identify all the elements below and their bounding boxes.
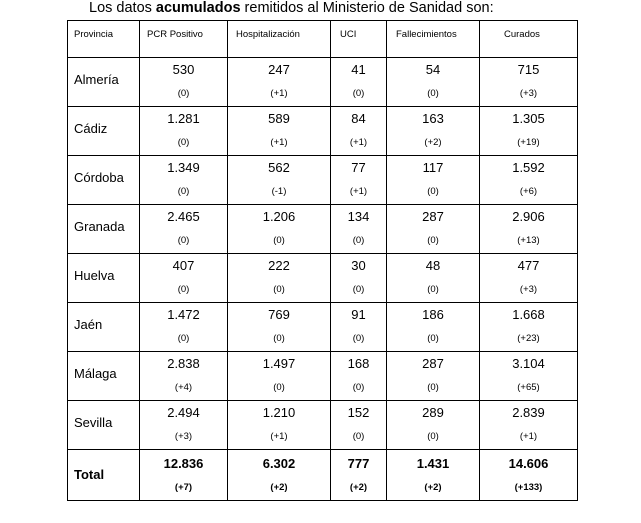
header-label: PCR Positivo [147,29,203,40]
cell-value: 14.606 [508,456,549,471]
cell-value: 1.349 [167,160,200,175]
cell-value: 3.104 [512,356,545,371]
cell-delta: (0) [352,333,365,344]
cell-value: 477 [517,258,540,273]
table-row [68,352,578,401]
cell-value: 769 [268,307,290,322]
cell-value: 117 [422,160,444,175]
cell-delta: (+23) [517,333,540,344]
table-cell [387,107,480,156]
table-cell [387,303,480,352]
cell-delta: (+4) [174,382,193,393]
table-cell [140,450,228,501]
cell-delta: (0) [273,284,285,295]
cell-delta: (0) [177,284,190,295]
table-cell [140,352,228,401]
cell-delta: (+6) [519,186,538,197]
cell-delta: (0) [177,235,190,246]
table-cell [480,450,578,501]
table-cell [331,205,387,254]
table-cell [480,205,578,254]
total-label-cell [68,450,140,501]
province-cell [68,401,140,450]
cell-value: 2.494 [167,405,200,420]
cell-delta: (0) [273,382,285,393]
table-cell [331,58,387,107]
table-cell [480,107,578,156]
cell-delta: (+3) [519,88,538,99]
cell-delta: (0) [352,88,365,99]
cell-delta: (0) [427,186,439,197]
cell-value: 222 [268,258,290,273]
province-name: Huelva [74,268,115,283]
table-cell [387,450,480,501]
table-cell [140,254,228,303]
cell-value: 84 [351,111,366,126]
province-cell [68,58,140,107]
cell-delta: (0) [427,284,439,295]
province-name: Cádiz [74,121,108,136]
cell-delta: (0) [177,137,190,148]
table-cell [480,401,578,450]
cell-value: 163 [422,111,444,126]
cell-delta: (+1) [349,137,368,148]
cell-delta: (+13) [517,235,540,246]
table-row [68,156,578,205]
header-label: Fallecimientos [396,29,457,40]
cell-value: 2.838 [167,356,200,371]
table-cell [331,107,387,156]
table-cell [140,107,228,156]
cell-delta: (+65) [517,382,540,393]
table-cell [331,450,387,501]
cell-value: 1.210 [262,405,296,420]
cell-delta: (0) [177,88,190,99]
table-row [68,303,578,352]
cell-delta: (0) [427,333,439,344]
header-cell-hospitalizacion [228,21,331,58]
table-cell [331,156,387,205]
province-name: Córdoba [74,170,124,185]
province-name: Jaén [74,317,103,332]
table-cell [387,254,480,303]
table-cell [480,156,578,205]
cell-delta: (+133) [514,482,543,493]
cell-delta: (+2) [424,482,442,493]
header-cell-uci [331,21,387,58]
cell-delta: (0) [177,333,190,344]
table-cell [480,303,578,352]
data-table [67,20,578,501]
cell-delta: (0) [427,235,439,246]
cell-delta: (0) [427,382,439,393]
table-cell [228,205,331,254]
header-cell-curados [480,21,578,58]
province-name: Málaga [74,366,117,381]
province-name: Granada [74,219,125,234]
cell-value: 1.305 [512,111,545,126]
table-cell [387,58,480,107]
cell-delta: (0) [273,333,285,344]
table-cell [228,107,331,156]
table-cell [331,401,387,450]
cell-value: 1.497 [262,356,296,371]
cell-value: 1.281 [167,111,200,126]
cell-value: 77 [351,160,366,175]
table-cell [387,205,480,254]
province-cell [68,254,140,303]
table-cell [387,401,480,450]
table-cell [228,303,331,352]
cell-delta: (+2) [270,482,288,493]
cell-delta: (0) [427,431,439,442]
table-row [68,254,578,303]
cell-delta: (0) [352,284,365,295]
table-cell [228,58,331,107]
cell-delta: (+3) [519,284,538,295]
cell-delta: (0) [352,382,365,393]
table-cell [331,254,387,303]
cell-delta: (+2) [349,482,368,493]
cell-value: 1.592 [512,160,545,175]
table-cell [228,401,331,450]
cell-value: 289 [422,405,444,420]
cell-value: 247 [268,62,290,77]
table-cell [387,156,480,205]
intro-pre: Los datos [89,0,156,16]
cell-value: 134 [347,209,370,224]
cell-value: 41 [351,62,366,77]
header-label: Hospitalización [236,29,300,40]
table-cell [480,58,578,107]
cell-value: 2.465 [167,209,200,224]
table-cell [331,303,387,352]
table-cell [140,58,228,107]
table-cell [480,352,578,401]
cell-delta: (+1) [270,88,288,99]
intro-text [89,0,494,16]
cell-value: 287 [422,209,444,224]
cell-delta: (0) [427,88,439,99]
province-name: Almería [74,72,119,87]
table-cell [228,352,331,401]
table-cell [140,303,228,352]
province-cell [68,352,140,401]
province-cell [68,107,140,156]
cell-value: 2.839 [512,405,545,420]
cell-value: 48 [425,258,441,273]
table-row [68,107,578,156]
total-row [68,450,578,501]
table-row [68,401,578,450]
cell-value: 91 [351,307,366,322]
province-name: Sevilla [74,415,113,430]
cell-value: 715 [517,62,540,77]
cell-delta: (0) [177,186,190,197]
header-cell-fallecimientos [387,21,480,58]
province-cell [68,303,140,352]
header-label: UCI [340,29,357,40]
table-cell [140,401,228,450]
cell-delta: (0) [352,431,365,442]
header-cell-pcr [140,21,228,58]
province-cell [68,205,140,254]
table-cell [228,450,331,501]
cell-value: 589 [268,111,290,126]
cell-value: 12.836 [163,456,204,471]
cell-delta: (+1) [349,186,368,197]
table-cell [331,352,387,401]
cell-value: 287 [422,356,444,371]
cell-value: 1.668 [512,307,545,322]
header-row [68,21,578,58]
cell-delta: (+2) [424,137,442,148]
table-row [68,205,578,254]
header-cell-provincia [68,21,140,58]
cell-value: 1.472 [167,307,200,322]
header-label: Provincia [74,29,114,40]
table-cell [387,352,480,401]
table-cell [140,205,228,254]
table-cell [228,156,331,205]
cell-value: 562 [268,160,290,175]
cell-delta: (+1) [270,431,288,442]
cell-value: 6.302 [262,456,296,471]
cell-delta: (+1) [519,431,538,442]
cell-value: 152 [347,405,370,420]
cell-value: 407 [172,258,195,273]
cell-value: 530 [172,62,195,77]
cell-value: 168 [347,356,370,371]
cell-value: 777 [347,456,370,471]
cell-delta: (+3) [174,431,193,442]
cell-value: 30 [351,258,366,273]
header-label: Curados [504,29,540,40]
cell-value: 1.206 [262,209,296,224]
table-row [68,58,578,107]
province-cell [68,156,140,205]
cell-delta: (0) [352,235,365,246]
cell-delta: (+7) [174,482,193,493]
table-cell [480,254,578,303]
cell-value: 186 [422,307,444,322]
cell-value: 54 [425,62,441,77]
cell-delta: (0) [273,235,285,246]
cell-value: 2.906 [512,209,545,224]
total-label: Total [74,467,105,482]
cell-delta: (+19) [517,137,540,148]
intro-post: remitidos al Ministerio de Sanidad son: [240,0,494,16]
intro-bold: acumulados [155,0,241,16]
cell-delta: (+1) [270,137,288,148]
table-cell [140,156,228,205]
cell-delta: (-1) [271,186,287,197]
table-cell [228,254,331,303]
cell-value: 1.431 [416,456,450,471]
